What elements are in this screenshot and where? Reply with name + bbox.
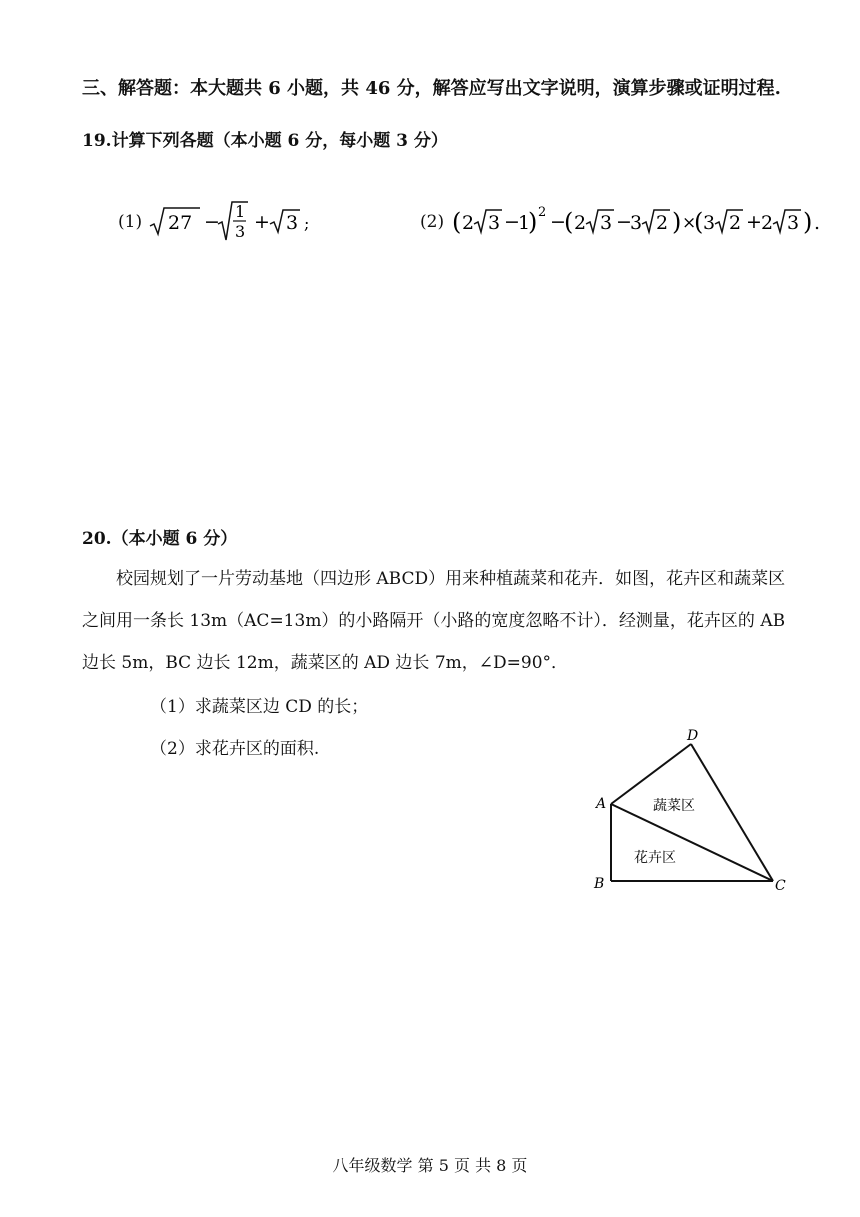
svg-text:;: ; — [304, 214, 310, 233]
region-flower-label: 花卉区 — [634, 850, 676, 866]
part-1-label: (1) — [118, 212, 143, 232]
vertex-label-d: D — [687, 728, 699, 744]
question-20-sub-2: （2）求花卉区的面积. — [150, 739, 320, 759]
part-1-expression — [148, 200, 318, 244]
edge-da — [611, 744, 691, 804]
svg-text:−: − — [550, 211, 567, 233]
expression-1-svg — [148, 200, 318, 244]
svg-text:(: ( — [564, 208, 574, 236]
question-19-title: 19.计算下列各题（本小题 6 分，每小题 3 分） — [82, 131, 448, 151]
svg-text:): ) — [803, 208, 813, 236]
svg-text:+: + — [746, 211, 763, 233]
svg-text:(: ( — [452, 208, 462, 236]
svg-text:2: 2 — [574, 212, 587, 234]
svg-text:): ) — [672, 208, 682, 236]
question-20-paragraph: 校园规划了一片劳动基地（四边形 ABCD）用来种植蔬菜和花卉．如图，花卉区和蔬菜区之间用一条长 13m（AC=13m）的小路隔开（小路的宽度忽略不计）．经测量，花卉区的 AB 边长 5m，BC 边长 12m，蔬菜区的 AD 边长 7m，∠D=90°． — [82, 569, 786, 673]
question-19-part-1 — [118, 200, 318, 244]
region-vegetable-label: 蔬菜区 — [653, 798, 695, 814]
svg-text:1: 1 — [518, 212, 531, 234]
svg-text:3: 3 — [235, 222, 246, 241]
svg-text:2: 2 — [729, 212, 742, 234]
svg-text:+: + — [254, 211, 271, 233]
vertex-label-b: B — [594, 876, 605, 892]
svg-text:2: 2 — [656, 212, 669, 234]
svg-text:2: 2 — [761, 212, 774, 234]
svg-text:2: 2 — [462, 212, 475, 234]
svg-text:(: ( — [694, 208, 704, 236]
question-19-part-2 — [420, 200, 830, 244]
svg-text:−: − — [616, 211, 633, 233]
part-2-expression — [450, 200, 830, 244]
svg-text:3: 3 — [286, 212, 299, 234]
svg-text:−: − — [504, 211, 521, 233]
svg-text:−: − — [204, 211, 221, 233]
svg-text:1: 1 — [235, 202, 246, 221]
question-20-sub-1: （1）求蔬菜区边 CD 的长； — [150, 697, 369, 717]
svg-text:3: 3 — [703, 212, 716, 234]
svg-text:3: 3 — [787, 212, 800, 234]
page-footer: 八年级数学 第 5 页 共 8 页 — [332, 1156, 528, 1175]
svg-text:): ) — [528, 208, 538, 236]
expression-2-svg — [450, 200, 830, 244]
part-2-label: (2) — [420, 212, 445, 232]
svg-text:27: 27 — [168, 212, 193, 234]
vertex-label-a: A — [596, 796, 607, 812]
svg-text:.: . — [814, 212, 821, 234]
svg-text:3: 3 — [600, 212, 613, 234]
svg-text:×: × — [682, 213, 697, 233]
quadrilateral-figure — [585, 724, 795, 896]
diagonal-ac — [611, 804, 773, 881]
section-title: 三、解答题：本大题共 6 小题，共 46 分，解答应写出文字说明，演算步骤或证明过程. — [82, 78, 781, 99]
svg-text:2: 2 — [538, 205, 547, 220]
question-20-title: 20.（本小题 6 分） — [82, 529, 238, 549]
svg-text:3: 3 — [630, 212, 643, 234]
vertex-label-c: C — [775, 878, 786, 894]
svg-text:3: 3 — [488, 212, 501, 234]
